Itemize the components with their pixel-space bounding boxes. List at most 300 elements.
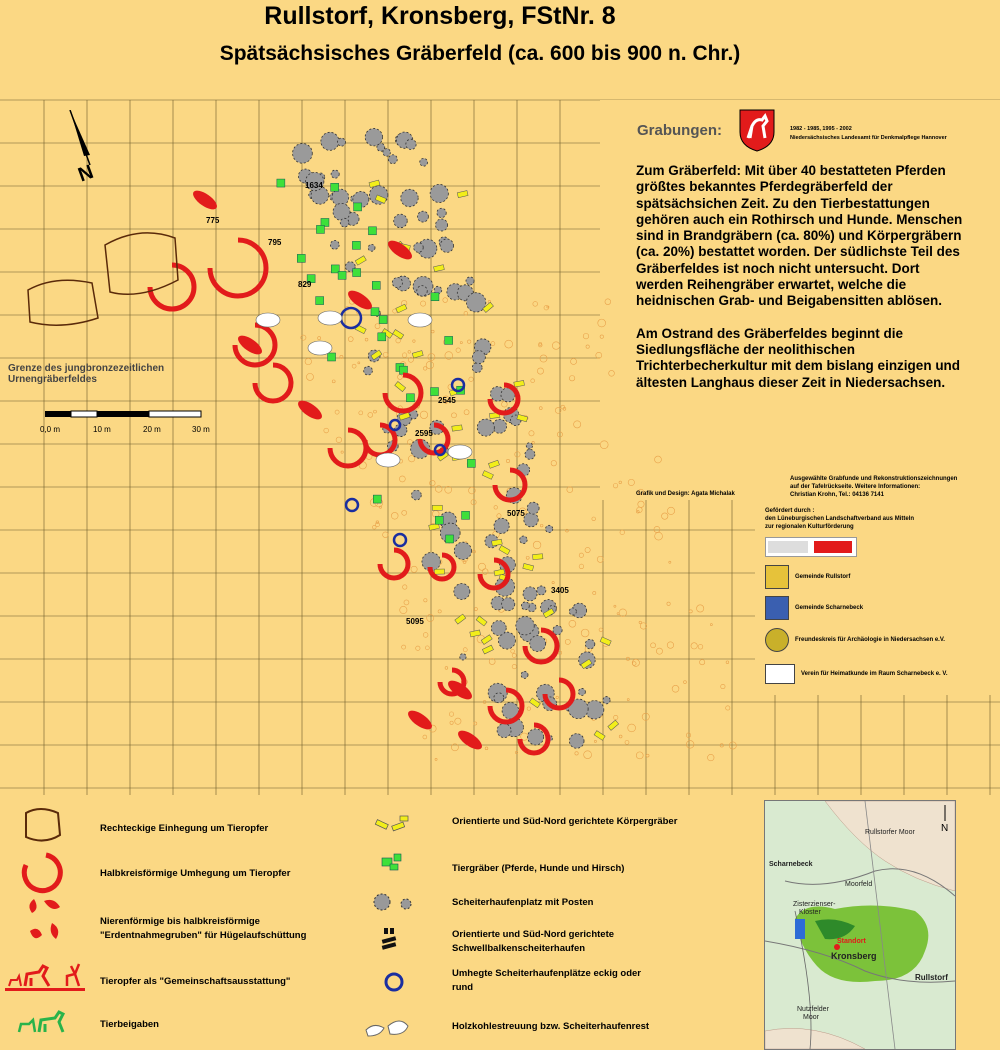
semicircle-enclosure — [380, 550, 408, 578]
body-grave — [482, 471, 493, 480]
settlement-pit — [533, 541, 541, 549]
settlement-pit — [567, 487, 573, 493]
inset-north: N — [941, 823, 949, 834]
border-label: Grenze des jungbronzezeitlichen Urnengräberfeldes — [8, 363, 165, 385]
settlement-pit — [427, 614, 434, 621]
north-arrow — [60, 110, 110, 190]
body-grave — [608, 720, 619, 730]
kidney-pit — [405, 707, 435, 733]
body-grave — [476, 616, 487, 626]
pyre-place — [472, 363, 482, 373]
body-grave — [523, 563, 534, 570]
pyre-place — [527, 502, 539, 514]
coat-of-arms-icon — [738, 108, 776, 152]
settlement-pit — [708, 754, 715, 761]
pyre-place — [502, 598, 515, 611]
settlement-pit — [376, 521, 379, 524]
settlement-pit — [467, 340, 470, 343]
settlement-pit — [305, 358, 311, 364]
legend-animal-gifts: Tierbeigaben — [100, 1019, 159, 1030]
settlement-pit — [579, 553, 583, 557]
pyre-place — [414, 243, 424, 253]
settlement-pit — [474, 608, 477, 611]
animal-grave — [379, 316, 387, 324]
settlement-pit — [324, 428, 329, 433]
rullstorf-crest-icon — [765, 565, 789, 589]
settlement-pit — [721, 684, 725, 688]
settlement-pit — [619, 735, 622, 738]
settlement-pit — [428, 354, 435, 361]
settlement-pit — [411, 566, 417, 572]
settlement-pit — [336, 437, 342, 443]
pyre-place — [406, 139, 416, 149]
settlement-pit — [574, 421, 581, 428]
pyre-place — [523, 587, 537, 601]
body-grave — [533, 554, 543, 560]
sponsor-scharnebeck: Gemeinde Scharnebeck — [765, 596, 863, 620]
settlement-pit — [491, 342, 495, 346]
settlement-pit — [686, 741, 694, 749]
settlement-pit — [435, 758, 437, 760]
settlement-pit — [426, 361, 434, 369]
animal-grave — [462, 511, 470, 519]
settlement-pit — [443, 298, 448, 303]
settlement-pit — [424, 599, 427, 602]
settlement-pit — [667, 602, 670, 605]
body-grave — [395, 381, 406, 391]
settlement-pit — [478, 563, 485, 570]
animal-grave — [297, 254, 305, 262]
settlement-pit — [375, 523, 379, 527]
settlement-pit — [700, 660, 705, 665]
settlement-pit — [662, 513, 668, 519]
legend-sill-beam-pyre: Orientierte und Süd-Nord gerichtete Schwellbalkenscheiterhaufen — [452, 929, 615, 954]
legend-pyre-posts: Scheiterhaufenplatz mit Posten — [452, 897, 594, 908]
settlement-pit — [697, 605, 704, 612]
settlement-pit — [450, 721, 453, 724]
settlement-pit — [540, 524, 543, 527]
scharnebeck-crest-icon — [765, 596, 789, 620]
pyre-place — [417, 286, 427, 296]
heimatkunde-logo-icon — [765, 664, 795, 684]
animal-grave — [354, 203, 362, 211]
scale-tick-0: 0,0 m — [40, 425, 61, 434]
grabungen-meta: 1982 - 1985, 1995 - 2002 Niedersächsisches Landesamt für Denkmalpflege Hannover — [790, 126, 947, 141]
animal-grave — [446, 535, 454, 543]
design-credit: Grafik und Design: Agata Michalak — [636, 491, 735, 497]
body-grave — [514, 380, 525, 387]
animal-grave — [331, 183, 339, 191]
settlement-pit — [533, 302, 538, 307]
pyre-place — [330, 240, 339, 249]
description-paragraph: Am Ostrand des Gräberfeldes beginnt die Siedlungsfläche der neolithischen Trichterbecherkultur mit dem bislang einzigen und ältesten Langhaus dieser Zeit in Niedersachsen. — [636, 325, 961, 390]
sponsor-intro: Gefördert durch : den Lüneburgischen Landschaftverband aus Mitteln zur regionalen Kulturförderung — [765, 508, 915, 530]
settlement-pit — [619, 609, 626, 616]
settlement-pit — [654, 526, 660, 532]
settlement-pit — [585, 547, 590, 552]
body-grave — [393, 330, 404, 340]
pyre-place — [494, 693, 504, 703]
settlement-pit — [684, 681, 687, 684]
settlement-pit — [627, 699, 629, 701]
semicircle-enclosure — [365, 425, 395, 455]
settlement-pit — [710, 624, 712, 626]
settlement-pit — [383, 352, 388, 357]
settlement-pit — [445, 486, 452, 493]
settlement-pit — [614, 715, 618, 719]
animal-grave — [328, 353, 336, 361]
body-grave — [482, 645, 493, 654]
freundeskreis-logo-icon — [765, 628, 789, 652]
settlement-pit — [359, 411, 363, 415]
legend-animal-graves: Tiergräber (Pferde, Hunde und Hirsch) — [452, 863, 625, 874]
pyre-place — [466, 277, 474, 285]
pyre-place — [392, 278, 402, 288]
settlement-pit — [398, 375, 403, 380]
legend-semicircle-enclosure: Halbkreisförmige Umhegung um Tieropfer — [100, 868, 291, 879]
settlement-pit — [729, 742, 736, 749]
settlement-pit — [625, 740, 629, 744]
pyre-place — [569, 734, 584, 749]
pyre-place — [321, 132, 339, 150]
settlement-pit — [431, 330, 434, 333]
settlement-pit — [416, 646, 420, 650]
animal-grave — [435, 516, 443, 524]
settlement-pit — [515, 452, 520, 457]
animal-grave — [406, 394, 414, 402]
settlement-pit — [620, 530, 625, 535]
pyre-place — [436, 219, 448, 231]
legend-charcoal: Holzkohlestreuung bzw. Scheiterhaufenrest — [452, 1021, 650, 1032]
settlement-pit — [471, 500, 476, 505]
settlement-pit — [423, 735, 427, 739]
semicircle-enclosure-icon — [24, 855, 60, 891]
pyre-place — [530, 636, 546, 652]
settlement-pit — [402, 645, 406, 649]
pyre-place — [388, 155, 397, 164]
sill-beam-pyre-icon — [382, 928, 397, 950]
settlement-pit — [720, 744, 723, 747]
settlement-pit — [655, 532, 663, 540]
body-grave — [355, 256, 366, 265]
red-animals-icon — [5, 964, 85, 991]
settlement-pit — [597, 556, 603, 562]
scale-tick-10: 10 m — [93, 425, 111, 434]
legend-icons-right — [360, 810, 430, 1050]
settlement-pit — [636, 752, 643, 759]
enclosed-pyre — [394, 534, 406, 546]
yellow-graves-icon — [375, 816, 408, 831]
pyre-place — [368, 244, 375, 251]
settlement-pit — [581, 629, 589, 637]
settlement-pit — [374, 410, 377, 413]
settlement-pit — [502, 401, 508, 407]
settlement-pit — [396, 338, 401, 343]
settlement-pit — [569, 376, 574, 381]
pyre-place — [460, 654, 466, 660]
charcoal-spread — [448, 445, 472, 459]
settlement-pit — [539, 407, 542, 410]
feature-label: 775 — [206, 216, 220, 225]
pyre-place — [526, 443, 532, 449]
settlement-pit — [565, 639, 570, 644]
settlement-pit — [532, 441, 534, 443]
animal-grave — [277, 179, 285, 187]
pyre-place — [364, 366, 373, 375]
settlement-pit — [497, 514, 501, 518]
settlement-pit — [506, 459, 509, 462]
green-graves-icon — [382, 854, 401, 870]
charcoal-icon — [366, 1021, 408, 1036]
settlement-pit — [368, 412, 373, 417]
pyre-place — [603, 697, 610, 704]
settlement-pit — [358, 362, 360, 364]
pyre-place — [521, 602, 529, 610]
settlement-pit — [505, 340, 513, 348]
settlement-pit — [686, 733, 690, 737]
settlement-pit — [667, 507, 674, 514]
feature-label: 795 — [268, 238, 282, 247]
settlement-pit — [438, 610, 441, 613]
settlement-pit — [348, 337, 353, 342]
body-grave — [481, 635, 492, 645]
settlement-pit — [552, 342, 560, 350]
scale-bar — [45, 408, 215, 426]
semicircle-enclosure — [255, 365, 291, 401]
settlement-pit — [485, 747, 488, 750]
settlement-pit — [531, 379, 535, 383]
pyre-place — [528, 729, 544, 745]
pyre-place — [437, 208, 446, 217]
feature-label: 5075 — [507, 509, 525, 518]
legend-square-enclosure: Rechteckige Einhegung um Tieropfer — [100, 823, 269, 834]
settlement-pit — [672, 685, 679, 692]
settlement-pit — [306, 373, 313, 380]
settlement-pit — [402, 353, 407, 358]
settlement-pit — [445, 667, 448, 670]
settlement-pit — [594, 740, 596, 742]
animal-grave — [372, 281, 380, 289]
feature-label: 829 — [298, 280, 312, 289]
animal-grave — [316, 297, 324, 305]
semicircle-enclosure — [150, 265, 194, 309]
body-grave — [457, 191, 468, 198]
pyre-place — [401, 189, 418, 206]
settlement-pit — [628, 724, 636, 732]
animal-grave — [430, 388, 438, 396]
body-grave — [435, 569, 445, 574]
settlement-pit — [651, 643, 656, 648]
location-inset-map: N Rullstorfer Moor Scharnebeck Moorfeld Zisterzienser- Kloster Standort Kronsberg Rullstorf Nutzfelder Moor — [764, 800, 956, 1050]
pyre-place — [337, 138, 345, 146]
settlement-pit — [552, 581, 554, 583]
kidney-pit — [455, 727, 485, 753]
pyre-place — [472, 351, 485, 364]
pyre-place — [493, 419, 507, 433]
settlement-pit — [408, 351, 411, 354]
settlement-pit — [599, 628, 603, 632]
animal-grave — [378, 333, 386, 341]
pyre-place — [333, 203, 350, 220]
square-enclosure-icon — [26, 809, 60, 841]
settlement-pit — [667, 642, 673, 648]
pyre-place — [454, 583, 470, 599]
settlement-pit — [404, 600, 409, 605]
settlement-pit — [638, 501, 644, 507]
settlement-pit — [569, 620, 576, 627]
body-grave — [499, 545, 510, 554]
pyre-place — [394, 214, 408, 228]
animal-grave — [431, 293, 439, 301]
settlement-pit — [341, 451, 343, 453]
settlement-pit — [482, 569, 488, 575]
feature-label: 2595 — [415, 429, 433, 438]
pyre-place — [521, 671, 528, 678]
settlement-pit — [423, 633, 428, 638]
semicircle-enclosure — [330, 430, 366, 466]
settlement-pit — [669, 561, 671, 563]
kidney-pit — [445, 677, 475, 703]
legend-enclosed-pyres: Umhegte Scheiterhaufenplätze eckig oder rund — [452, 968, 641, 993]
sponsor-rullstorf: Gemeinde Rullstorf — [765, 565, 850, 589]
legend-body-graves: Orientierte und Süd-Nord gerichtete Körpergräber — [452, 816, 678, 827]
feature-label: 3405 — [551, 586, 569, 595]
pyre-place — [569, 608, 576, 615]
pyre-place — [293, 143, 313, 163]
scale-tick-30: 30 m — [192, 425, 210, 434]
animal-grave — [373, 495, 381, 503]
enclosed-pyre — [346, 499, 358, 511]
pyre-place — [383, 149, 391, 157]
pyre-place — [546, 525, 553, 532]
settlement-pit — [469, 377, 473, 381]
pyre-place — [524, 512, 538, 526]
settlement-pit — [449, 712, 453, 716]
animal-grave — [445, 336, 453, 344]
map-title: Rullstorf, Kronsberg, FStNr. 8 — [264, 2, 616, 30]
settlement-pit — [413, 340, 415, 342]
rect-enclosure — [105, 233, 178, 294]
pyre-place — [525, 449, 535, 459]
settlement-pit — [463, 648, 467, 652]
rect-enclosure — [28, 280, 98, 325]
settlement-pit — [526, 556, 529, 559]
settlement-pit — [402, 510, 407, 515]
sponsor-freundeskreis: Freundeskreis für Archäologie in Niedersachsen e.V. — [765, 628, 945, 652]
settlement-pit — [639, 621, 642, 624]
settlement-pit — [332, 380, 335, 383]
settlement-pit — [656, 648, 662, 654]
charcoal-spread — [376, 453, 400, 467]
animal-grave — [352, 241, 360, 249]
body-grave — [452, 425, 463, 431]
settlement-pit — [511, 649, 515, 653]
settlement-pit — [551, 460, 556, 465]
animal-grave — [316, 225, 324, 233]
settlement-pit — [698, 644, 703, 649]
pyre-posts-icon — [374, 894, 411, 910]
settlement-pit — [494, 506, 498, 510]
pyre-place — [420, 158, 428, 166]
settlement-pit — [420, 301, 425, 306]
settlement-pit — [571, 358, 577, 364]
grabungen-label: Grabungen: — [637, 122, 722, 139]
settlement-pit — [423, 367, 427, 371]
animal-grave — [371, 308, 379, 316]
charcoal-spread — [256, 313, 280, 327]
settlement-pit — [455, 718, 461, 724]
settlement-pit — [352, 364, 356, 368]
body-grave — [488, 460, 499, 468]
feature-label: 5095 — [406, 617, 424, 626]
settlement-pit — [318, 337, 321, 340]
settlement-pit — [301, 335, 306, 340]
pyre-place — [440, 239, 453, 252]
semicircle-enclosure — [210, 240, 266, 296]
body-grave — [600, 637, 611, 646]
pyre-place — [585, 639, 594, 648]
settlement-pit — [456, 348, 460, 352]
pyre-place — [331, 170, 339, 178]
animal-grave — [338, 271, 346, 279]
body-grave — [434, 265, 445, 272]
settlement-pit — [537, 368, 543, 374]
pyre-place — [497, 724, 511, 738]
charcoal-spread — [308, 341, 332, 355]
settlement-pit — [566, 529, 569, 532]
animal-grave — [467, 459, 475, 467]
semicircle-enclosure — [385, 375, 421, 411]
charcoal-spread — [408, 313, 432, 327]
description-paragraph: Zum Gräberfeld: Mit über 40 bestatteten Pferden größtes bekanntes Pferdegräberfeld der spätsächsichen Zeit. Zu den Tierbestattungen gehören auch ein Rothirsch und Hunde. Menschen sind in Brandgräbern (ca. 80%) und Körpergräbern (ca. 20%) bestattet worden. Der südlichste Teil des Gräberfeldes ist noch nicht untersucht. Dort werden Reihengräber erwartet, welche die heidnischen Grab- und Beigabensitten ablösen. — [636, 163, 963, 309]
settlement-pit — [540, 355, 547, 362]
animal-grave — [368, 227, 376, 235]
settlement-pit — [403, 585, 407, 589]
settlement-pit — [586, 345, 589, 348]
pyre-place — [332, 189, 349, 206]
pyre-place — [537, 586, 546, 595]
settlement-pit — [691, 643, 697, 649]
description — [636, 163, 966, 407]
kidney-pit — [190, 187, 220, 213]
settlement-pit — [584, 751, 592, 759]
green-animals-icon — [19, 1012, 63, 1032]
settlement-pit — [383, 532, 389, 538]
settlement-pit — [335, 410, 339, 414]
settlement-pit — [575, 752, 578, 755]
settlement-pit — [464, 311, 468, 315]
sponsor-heimatkunde: Verein für Heimatkunde im Raum Scharnebeck e. V. — [765, 664, 948, 684]
kidney-pit-icon — [29, 899, 60, 939]
map-subtitle: Spätsächsisches Gräberfeld (ca. 600 bis 900 n. Chr.) — [219, 42, 741, 65]
settlement-pit — [430, 480, 436, 486]
pyre-place — [430, 184, 448, 202]
feature-label: 2545 — [438, 396, 456, 405]
legend-animal-icons — [5, 962, 85, 1037]
settlement-pit — [579, 564, 584, 569]
body-grave — [396, 304, 407, 313]
settlement-pit — [529, 431, 534, 436]
settlement-pit — [583, 333, 589, 339]
legend-community-offering: Tieropfer als "Gemeinschaftsausstattung" — [100, 976, 291, 987]
feature-label: 1634 — [305, 181, 323, 190]
settlement-pit — [726, 706, 730, 710]
scale-tick-20: 20 m — [143, 425, 161, 434]
pyre-place — [340, 218, 349, 227]
settlement-pit — [420, 411, 428, 419]
pyre-place — [516, 616, 534, 634]
settlement-pit — [489, 658, 495, 664]
